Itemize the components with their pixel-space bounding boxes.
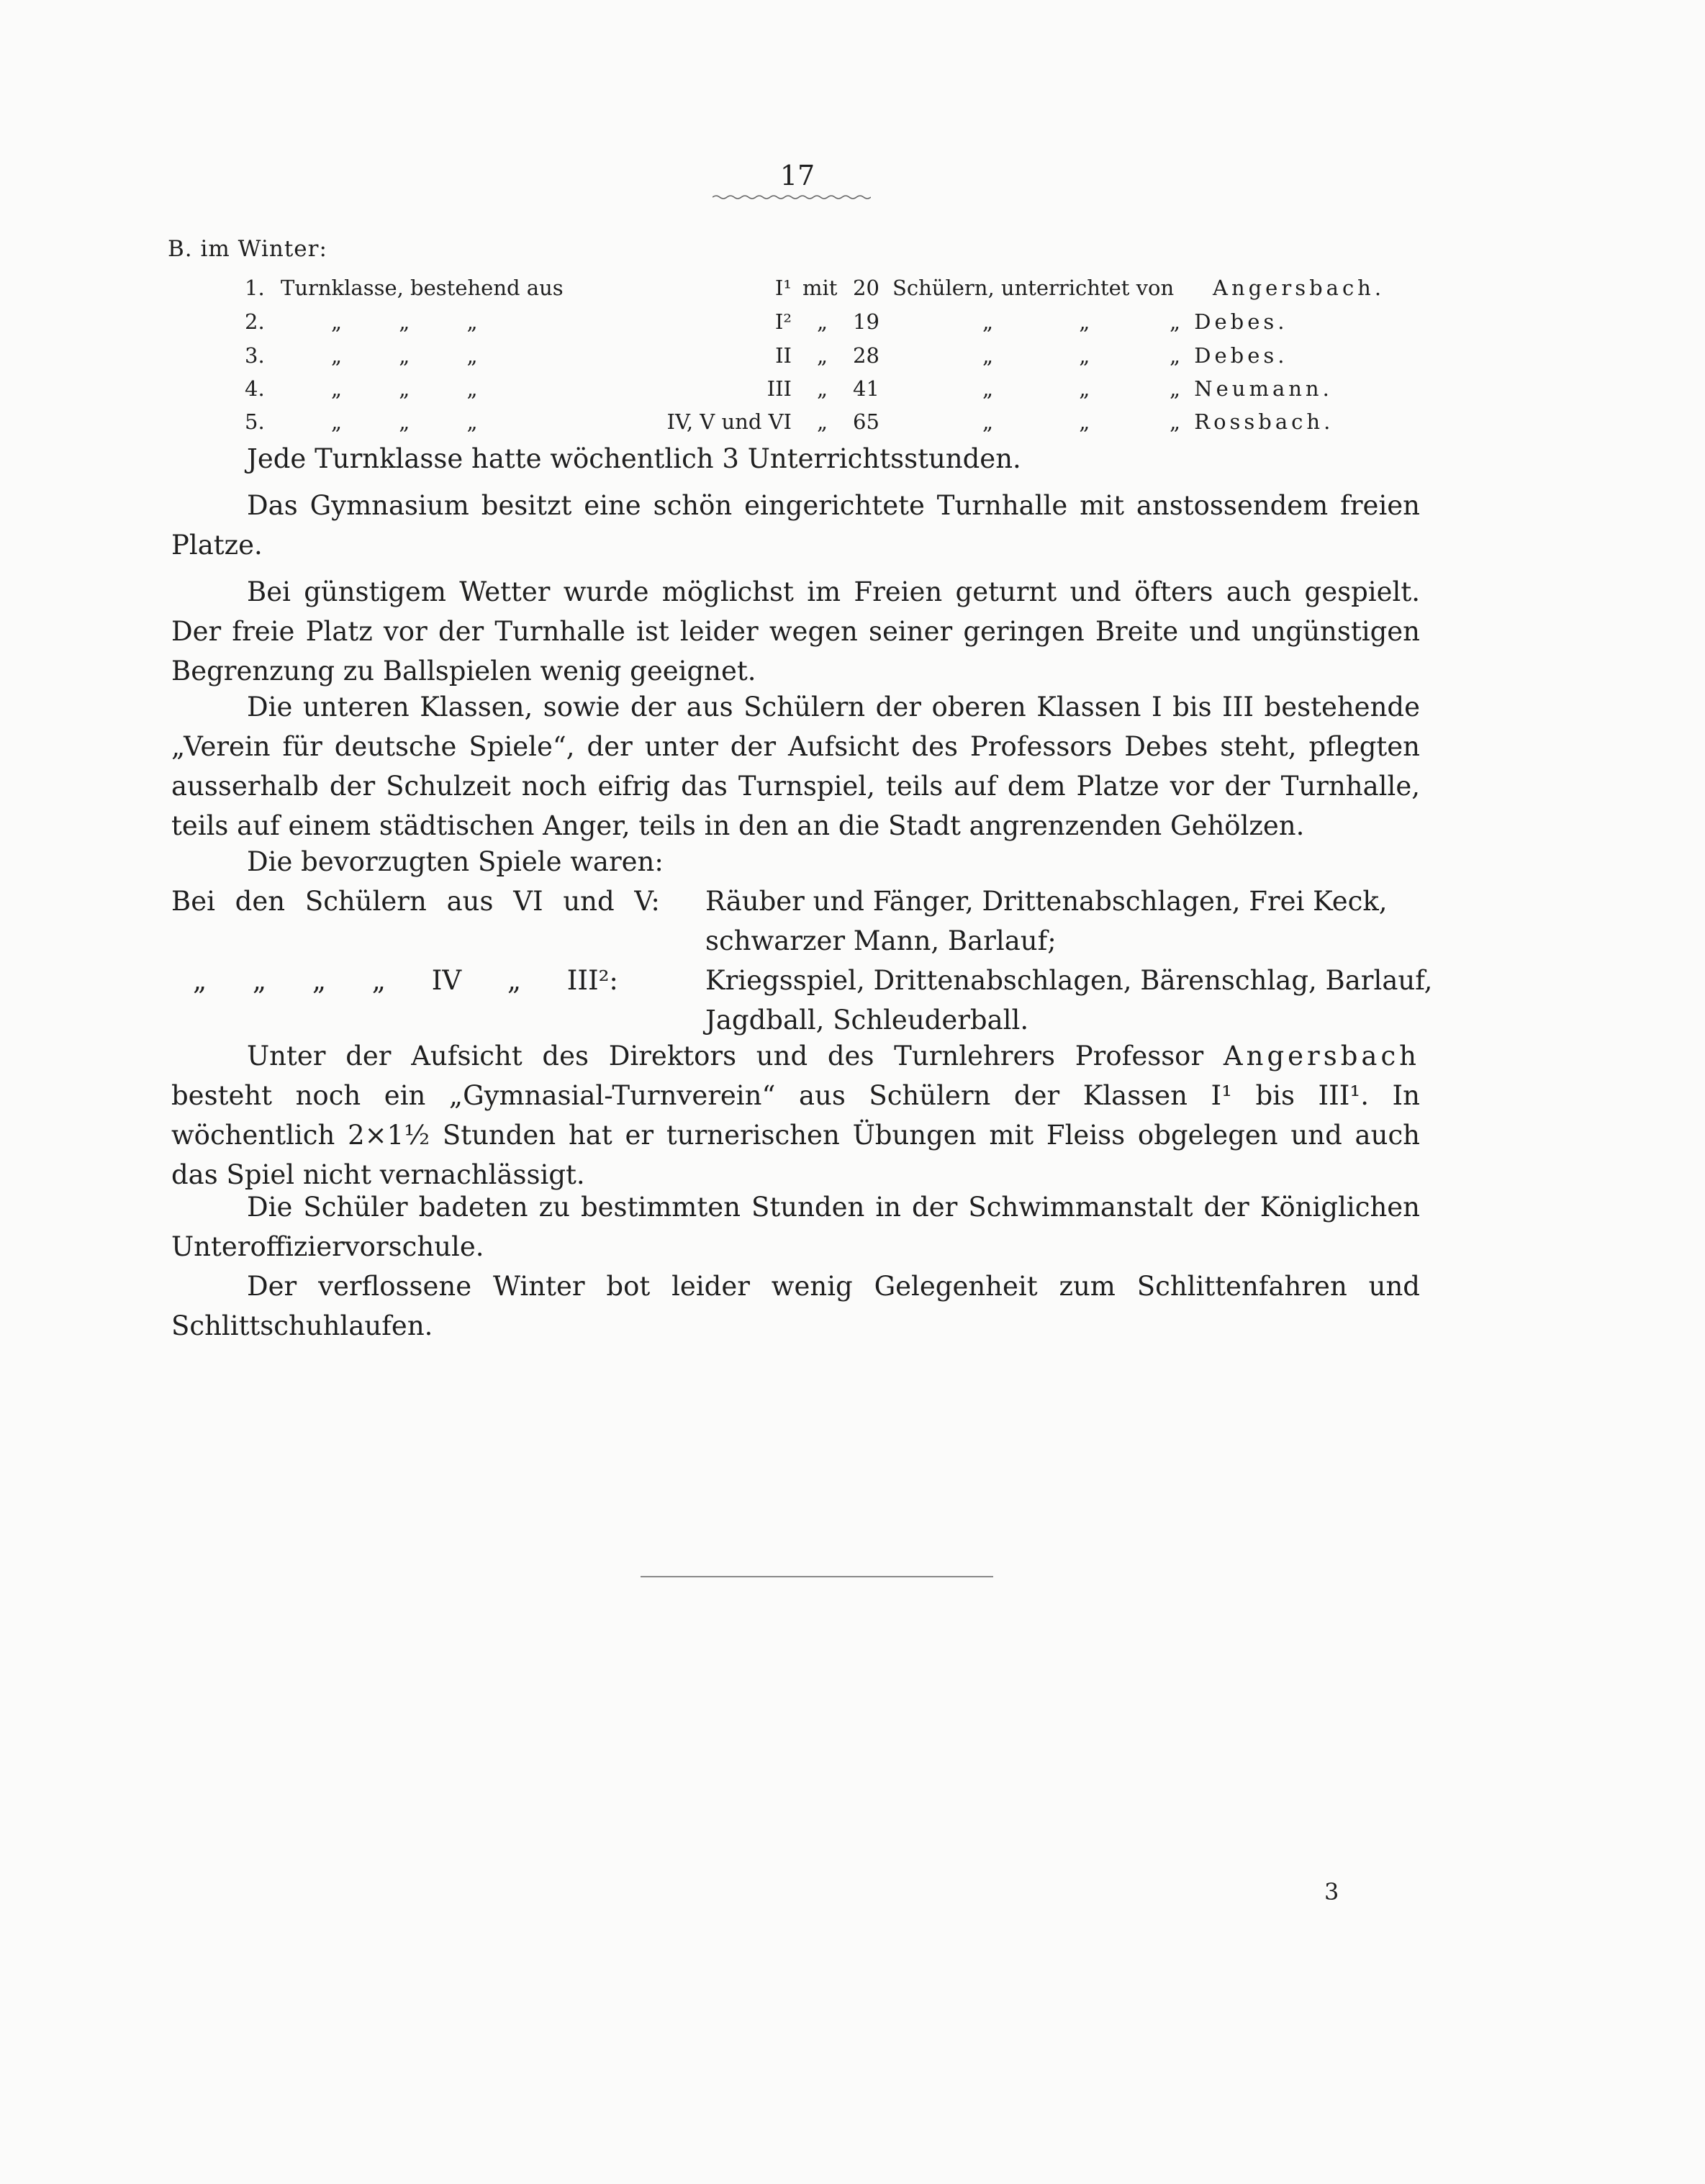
- games-list: [171, 882, 1433, 1040]
- row-number: 5.: [245, 409, 265, 434]
- row-count: 19: [853, 309, 879, 334]
- games-label: Bei den Schülern aus VI und V:: [171, 886, 660, 917]
- signature-mark: 3: [1324, 1878, 1339, 1906]
- turnverein-text-b: besteht noch ein „Gymnasial-Turnverein“ aus Schülern der Klassen I¹ bis III¹. In wöchentlich 2×1½ Stunden hat er turnerischen Übungen mit Fleiss obgelegen und auch das Spiel nicht vernachlässigt.: [171, 1080, 1420, 1190]
- row-mit: „: [817, 309, 828, 334]
- teacher-name: Angersbach: [1223, 1041, 1420, 1071]
- row-description: Turnklasse, bestehend aus: [281, 276, 564, 300]
- page-number-ornament: [713, 194, 871, 200]
- paragraph-winter: Der verflossene Winter bot leider wenig Gelegenheit zum Schlittenfahren und Schlittschuhlaufen.: [171, 1271, 1420, 1341]
- row-count: 65: [853, 409, 879, 434]
- row-taught: Schülern, unterrichtet von: [892, 276, 1175, 300]
- row-number: 2.: [245, 309, 265, 334]
- games-line: Jagdball, Schleuderball.: [705, 1005, 1029, 1036]
- row-class: I²: [774, 309, 792, 334]
- section-divider: [641, 1576, 993, 1577]
- row-count: 28: [853, 343, 879, 368]
- paragraph-games-club: Die unteren Klassen, sowie der aus Schülern der oberen Klassen I bis III bestehende „Verein für deutsche Spiele“, der unter der Aufsicht des Professors Debes steht, pflegten ausserhalb der Schulzeit noch eifrig das Turnspiel, teils auf dem Platze vor der Turnhalle, teils auf einem städtischen Anger, teils in den an die Stadt angrenzenden Gehölzen.: [171, 692, 1420, 841]
- row-class: III: [766, 376, 792, 401]
- row-taught: „ „: [982, 309, 1090, 334]
- row-teacher: „ Neumann.: [1170, 376, 1333, 401]
- games-label: „ „ „ „ IV „ III²:: [193, 965, 618, 996]
- page-number: 17: [779, 160, 815, 191]
- row-description: „ „ „: [331, 376, 478, 401]
- row-class: II: [775, 343, 792, 368]
- paragraph-turnverein: [171, 1036, 1420, 1195]
- row-description: „ „ „: [331, 309, 478, 334]
- section-title: B. im Winter:: [168, 236, 327, 262]
- row-number: 1.: [245, 276, 265, 300]
- games-line: Räuber und Fänger, Drittenabschlagen, Frei Keck,: [705, 886, 1388, 917]
- row-count: 20: [853, 276, 879, 300]
- row-mit: „: [817, 343, 828, 368]
- row-teacher: „ Rossbach.: [1170, 409, 1334, 434]
- row-description: „ „ „: [331, 409, 478, 434]
- table-row: [0, 309, 1705, 343]
- row-number: 3.: [245, 343, 265, 368]
- row-mit: „: [817, 376, 828, 401]
- row-mit: „: [817, 409, 828, 434]
- paragraph-lessons: Jede Turnklasse hatte wöchentlich 3 Unterrichtsstunden.: [247, 443, 1021, 474]
- games-line: schwarzer Mann, Barlauf;: [705, 925, 1057, 956]
- row-number: 4.: [245, 376, 265, 401]
- row-teacher: „ Debes.: [1170, 309, 1288, 334]
- row-mit: mit: [802, 276, 838, 300]
- paragraph-preferred-games: Die bevorzugten Spiele waren:: [247, 846, 664, 877]
- paragraph-swimming: Die Schüler badeten zu bestimmten Stunden in der Schwimmanstalt der Königlichen Unteroffiziervorschule.: [171, 1192, 1420, 1262]
- row-count: 41: [853, 376, 879, 401]
- table-row: [0, 343, 1705, 376]
- row-teacher: Angersbach.: [1213, 276, 1385, 300]
- table-row: [0, 376, 1705, 409]
- games-line: Kriegsspiel, Drittenabschlagen, Bärenschlag, Barlauf,: [705, 965, 1433, 996]
- row-taught: „ „: [982, 376, 1090, 401]
- row-teacher: „ Debes.: [1170, 343, 1288, 368]
- turnverein-text-a: Unter der Aufsicht des Direktors und des Turnlehrers Professor: [247, 1041, 1224, 1071]
- row-taught: „ „: [982, 409, 1090, 434]
- row-taught: „ „: [982, 343, 1090, 368]
- table-row: [0, 409, 1705, 443]
- row-class: IV, V und VI: [666, 409, 792, 434]
- row-description: „ „ „: [331, 343, 478, 368]
- row-class: I¹: [774, 276, 792, 300]
- table-row: [0, 276, 1705, 309]
- paragraph-weather: Bei günstigem Wetter wurde möglichst im Freien geturnt und öfters auch gespielt. Der freie Platz vor der Turnhalle ist leider wegen seiner geringen Breite und ungünstigen Begrenzung zu Ballspielen wenig geeignet.: [171, 576, 1420, 687]
- paragraph-gymnasium: Das Gymnasium besitzt eine schön eingerichtete Turnhalle mit anstossendem freien Platze.: [171, 490, 1420, 561]
